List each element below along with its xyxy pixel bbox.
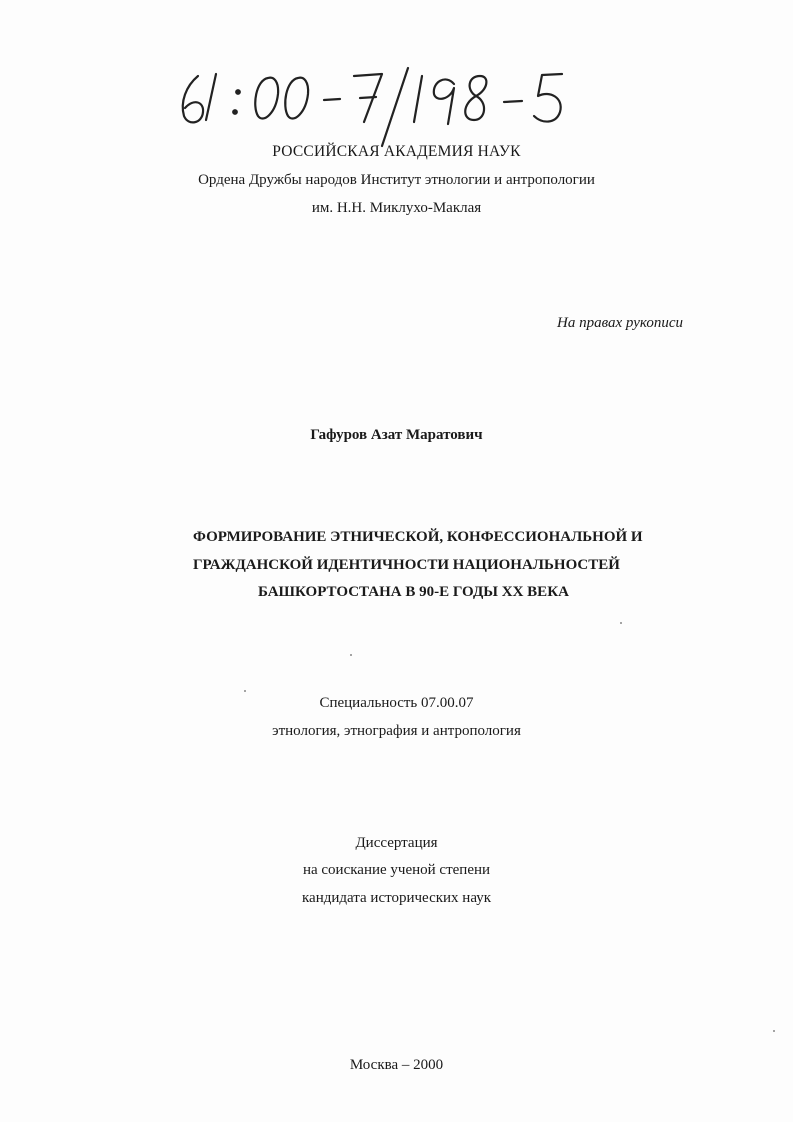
- manuscript-rights-note: На правах рукописи: [557, 315, 683, 331]
- organization-name: РОССИЙСКАЯ АКАДЕМИЯ НАУК: [272, 143, 521, 160]
- handwritten-catalog-number: [176, 62, 576, 152]
- scan-speck: [773, 1030, 775, 1032]
- specialty-code: Специальность 07.00.07: [319, 695, 474, 711]
- place-and-year: Москва – 2000: [349, 1057, 444, 1073]
- institute-name: Ордена Дружбы народов Институт этнологии и антропологии: [198, 172, 595, 188]
- dissertation-title-line-1: ФОРМИРОВАНИЕ ЭТНИЧЕСКОЙ, КОНФЕССИОНАЛЬНОЙ И: [193, 529, 643, 545]
- dissertation-title-line-3: БАШКОРТОСТАНА В 90-Е ГОДЫ XX ВЕКА: [258, 584, 569, 600]
- handwritten-stroke-drawing: [176, 62, 576, 152]
- degree-line-3: кандидата исторических наук: [301, 890, 492, 906]
- scan-speck: [350, 654, 352, 656]
- scan-speck: [244, 690, 246, 692]
- degree-line-1: Диссертация: [355, 835, 438, 851]
- scan-speck: [620, 622, 622, 624]
- degree-line-2: на соискание ученой степени: [302, 862, 491, 878]
- institute-named-after: им. Н.Н. Миклухо-Маклая: [311, 200, 482, 216]
- author-name: Гафуров Азат Маратович: [310, 427, 483, 443]
- specialty-field: этнология, этнография и антропология: [272, 723, 521, 739]
- dissertation-title-line-2: ГРАЖДАНСКОЙ ИДЕНТИЧНОСТИ НАЦИОНАЛЬНОСТЕЙ: [193, 557, 620, 573]
